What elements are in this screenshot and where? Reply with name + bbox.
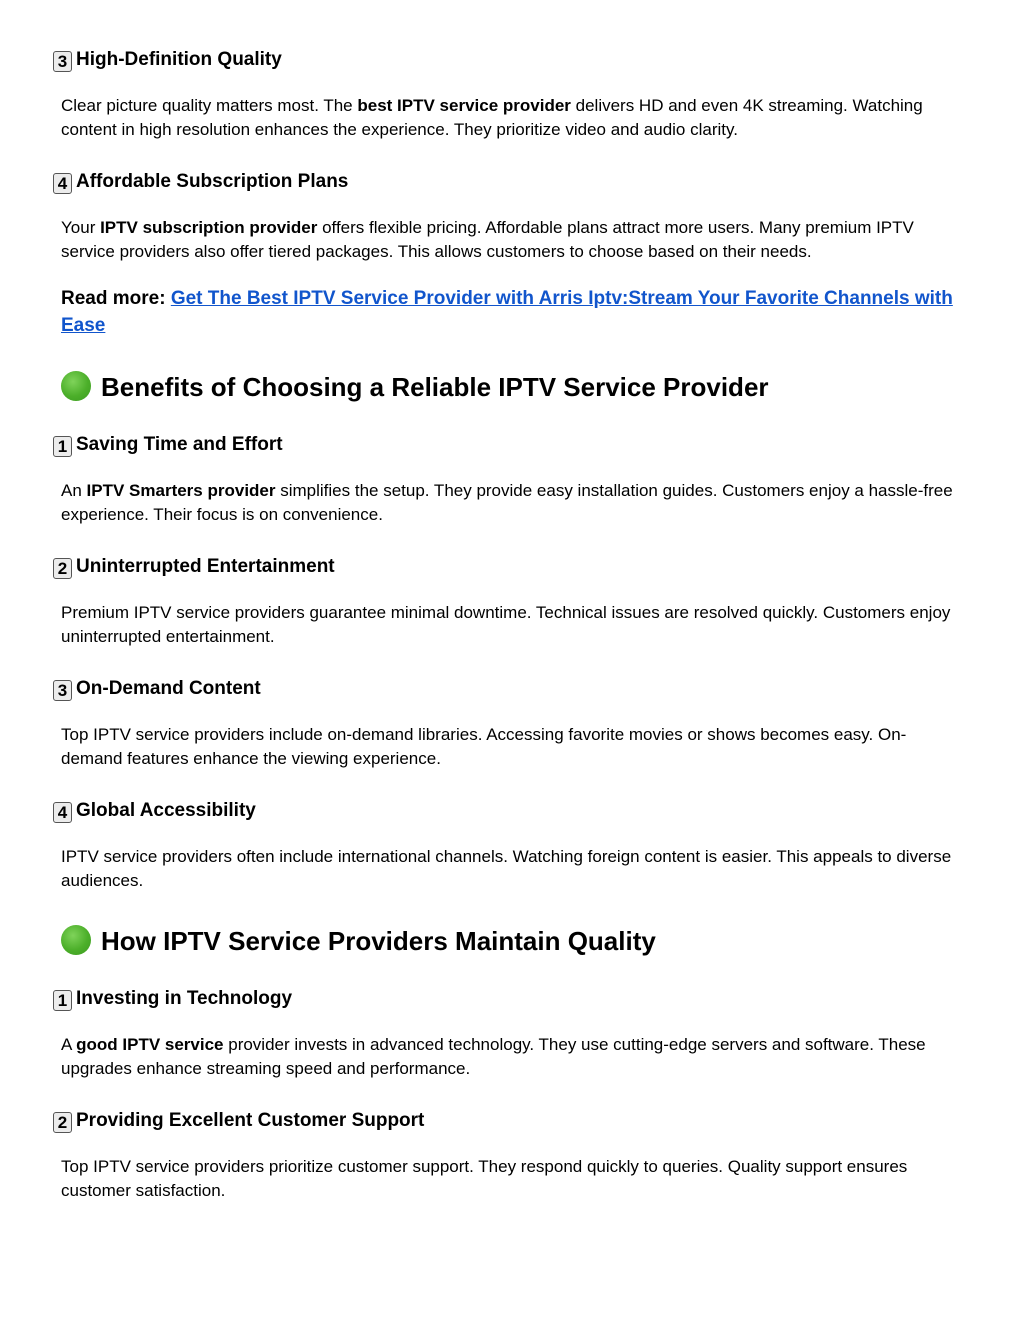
paragraph-text: simplifies the setup. They provide easy installation guides. Customers enjoy a hassle-free experience. Their focus is on convenience.	[61, 481, 953, 524]
subheading-uninterrupted-entertainment	[53, 555, 335, 579]
bold-phrase: good IPTV service	[76, 1035, 224, 1054]
paragraph-text: delivers HD and even 4K streaming. Watching content in high resolution enhances the experience. They prioritize video and audio clarity.	[61, 96, 923, 139]
subheading-text: Affordable Subscription Plans	[76, 171, 349, 192]
paragraph-text: Clear picture quality matters most. The	[61, 96, 358, 115]
section-heading-text: How IPTV Service Providers Maintain Quality	[101, 926, 656, 956]
green-circle-icon	[61, 925, 91, 955]
keycap-number-icon: 3	[53, 680, 72, 701]
subheading-text: Saving Time and Effort	[76, 434, 283, 455]
keycap-number-icon: 2	[53, 558, 72, 579]
paragraph-text: A	[61, 1035, 77, 1054]
subheading-text: High-Definition Quality	[76, 49, 282, 70]
paragraph-global-accessibility: IPTV service providers often include international channels. Watching foreign content is easier. This appeals to diverse audiences.	[61, 847, 952, 890]
keycap-number-icon: 4	[53, 173, 72, 194]
subheading-customer-support	[53, 1109, 424, 1133]
paragraph-affordable-subscription-plans	[61, 216, 966, 264]
subheading-text: Providing Excellent Customer Support	[76, 1110, 425, 1131]
paragraph-saving-time-and-effort	[61, 479, 966, 527]
bold-phrase: IPTV Smarters provider	[86, 481, 276, 500]
paragraph-customer-support: Top IPTV service providers prioritize customer support. They respond quickly to queries. Quality support ensures customer satisfaction.	[61, 1157, 908, 1200]
subheading-text: Uninterrupted Entertainment	[76, 556, 335, 577]
read-more	[61, 285, 971, 339]
read-more-label: Read more:	[61, 288, 171, 309]
paragraph-text: offers flexible pricing. Affordable plans attract more users. Many premium IPTV service providers also offer tiered packages. This allows customers to choose based on their needs.	[61, 218, 914, 261]
paragraph-investing-in-technology	[61, 1033, 966, 1081]
keycap-number-icon: 1	[53, 990, 72, 1011]
read-more-link[interactable]: Get The Best IPTV Service Provider with Arris Iptv:Stream Your Favorite Channels with Ease	[61, 288, 953, 336]
keycap-number-icon: 3	[53, 51, 72, 72]
section-heading-maintain-quality	[61, 925, 656, 957]
paragraph-text: An	[61, 481, 87, 500]
paragraph-high-definition-quality	[61, 94, 966, 142]
subheading-global-accessibility	[53, 799, 256, 823]
paragraph-uninterrupted-entertainment: Premium IPTV service providers guarantee minimal downtime. Technical issues are resolved quickly. Customers enjoy uninterrupted entertainment.	[61, 603, 951, 646]
bold-phrase: best IPTV service provider	[357, 96, 571, 115]
section-heading-benefits	[61, 371, 769, 403]
keycap-number-icon: 4	[53, 802, 72, 823]
paragraph-text: provider invests in advanced technology. They use cutting-edge servers and software. These upgrades enhance streaming speed and performance.	[61, 1035, 926, 1078]
subheading-text: Investing in Technology	[76, 988, 293, 1009]
subheading-investing-in-technology	[53, 987, 292, 1011]
keycap-number-icon: 1	[53, 436, 72, 457]
section-heading-text: Benefits of Choosing a Reliable IPTV Service Provider	[101, 372, 769, 402]
paragraph-on-demand-content: Top IPTV service providers include on-demand libraries. Accessing favorite movies or shows becomes easy. On-demand features enhance the viewing experience.	[61, 725, 907, 768]
subheading-high-definition-quality	[53, 48, 282, 72]
subheading-saving-time-and-effort	[53, 433, 283, 457]
subheading-on-demand-content	[53, 677, 261, 701]
subheading-text: Global Accessibility	[76, 800, 256, 821]
keycap-number-icon: 2	[53, 1112, 72, 1133]
green-circle-icon	[61, 371, 91, 401]
bold-phrase: IPTV subscription provider	[100, 218, 318, 237]
paragraph-text: Your	[61, 218, 101, 237]
subheading-text: On-Demand Content	[76, 678, 261, 699]
subheading-affordable-subscription-plans	[53, 170, 348, 194]
